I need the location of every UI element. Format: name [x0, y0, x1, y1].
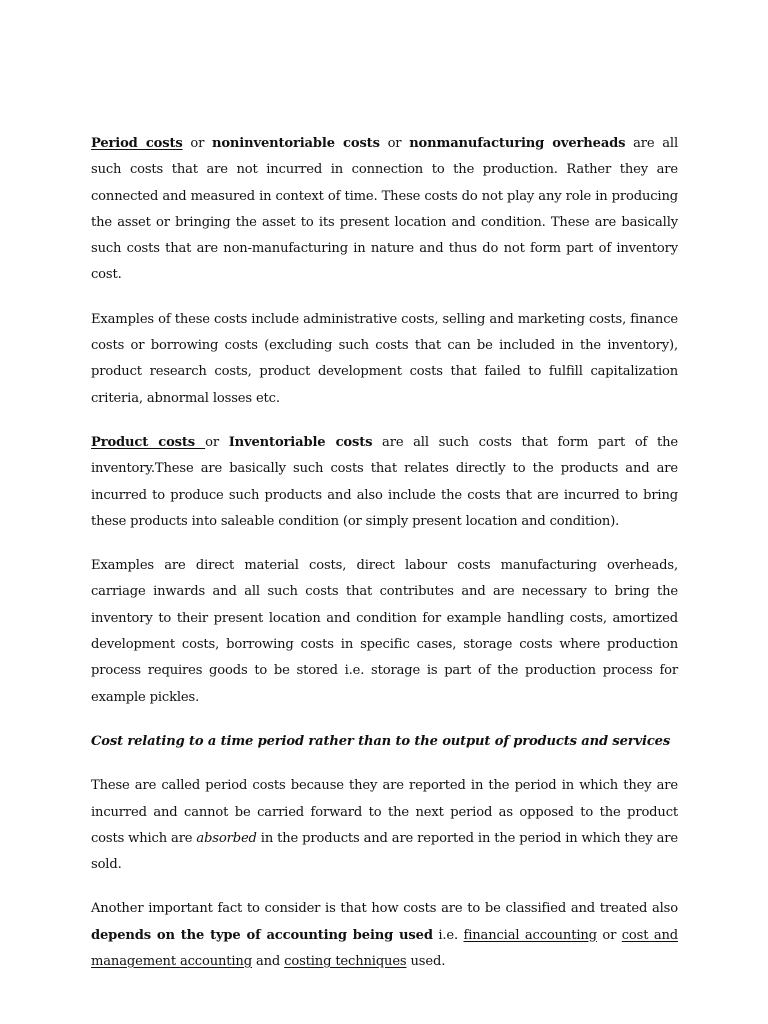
- paragraph-period-cost-examples: Examples of these costs include administrative costs, selling and marketing costs, finance costs or borrowing costs (excluding such costs that can be included in the inventory), product research costs, product development costs that failed to fulfill capitalization criteria, abnormal losses etc.: [91, 311, 678, 406]
- term-period-costs: Period costs: [91, 136, 183, 151]
- text-run: These are called period costs because they are reported in the period in which they are incurred and cannot be carried forward to the next period as opposed to the product costs which are: [91, 778, 678, 846]
- text-run: and: [251, 954, 285, 970]
- text-run: are all such costs that form part of the inventory.These are basically such costs that relates directly to the products and are incurred to produce such products and also include the costs that are incurred to bring these products into saleable condition (or simply present location and condition).: [91, 434, 678, 529]
- section-heading: Cost relating to a time period rather than to the output of products and services: [91, 733, 671, 749]
- text-run: Another important fact to consider is that how costs are to be classified and treated also: [91, 901, 678, 917]
- term-product-costs: Product costs: [91, 434, 206, 450]
- text-run: used.: [406, 954, 446, 970]
- emphasis-accounting-type: depends on the type of accounting being used: [91, 927, 433, 943]
- paragraph-period-reporting: [91, 773, 678, 878]
- text-run: are all such costs that are not incurred in connection to the production. Rather they are connected and measured in context of time. These costs do not play any role in producing the asset or bringing the asset to its present location and condition. These are basically such costs that are non-manufacturing in nature and thus do not form part of inventory cost.: [91, 136, 679, 283]
- term-nonmanufacturing-overheads: nonmanufacturing overheads: [409, 136, 626, 151]
- link-costing-techniques[interactable]: costing techniques: [284, 954, 407, 970]
- text-run: or: [182, 136, 212, 151]
- text-run: or: [379, 136, 410, 151]
- term-inventoriable-costs: Inventoriable costs: [228, 434, 373, 450]
- text-run: or: [205, 434, 229, 450]
- term-noninventoriable-costs: noninventoriable costs: [211, 136, 380, 151]
- text-run: in the products and are reported in the period in which they are sold.: [91, 830, 679, 873]
- link-financial-accounting[interactable]: financial accounting: [463, 927, 597, 943]
- paragraph-accounting-type: [91, 896, 678, 975]
- text-run: i.e.: [432, 927, 464, 943]
- link-cost-and-management-accounting[interactable]: cost and management accounting: [91, 927, 679, 970]
- paragraph-period-costs: [91, 131, 678, 289]
- text-run: or: [596, 927, 622, 943]
- document-page: [91, 131, 678, 993]
- paragraph-product-cost-examples: Examples are direct material costs, direct labour costs manufacturing overheads, carriage inwards and all such costs that contributes and are necessary to bring the inventory to their present location and condition for example handling costs, amortized development costs, borrowing costs in specific cases, storage costs where production process requires goods to be stored i.e. storage is part of the production process for example pickles.: [91, 558, 678, 705]
- term-absorbed: absorbed: [196, 830, 257, 846]
- paragraph-product-costs: [91, 430, 678, 535]
